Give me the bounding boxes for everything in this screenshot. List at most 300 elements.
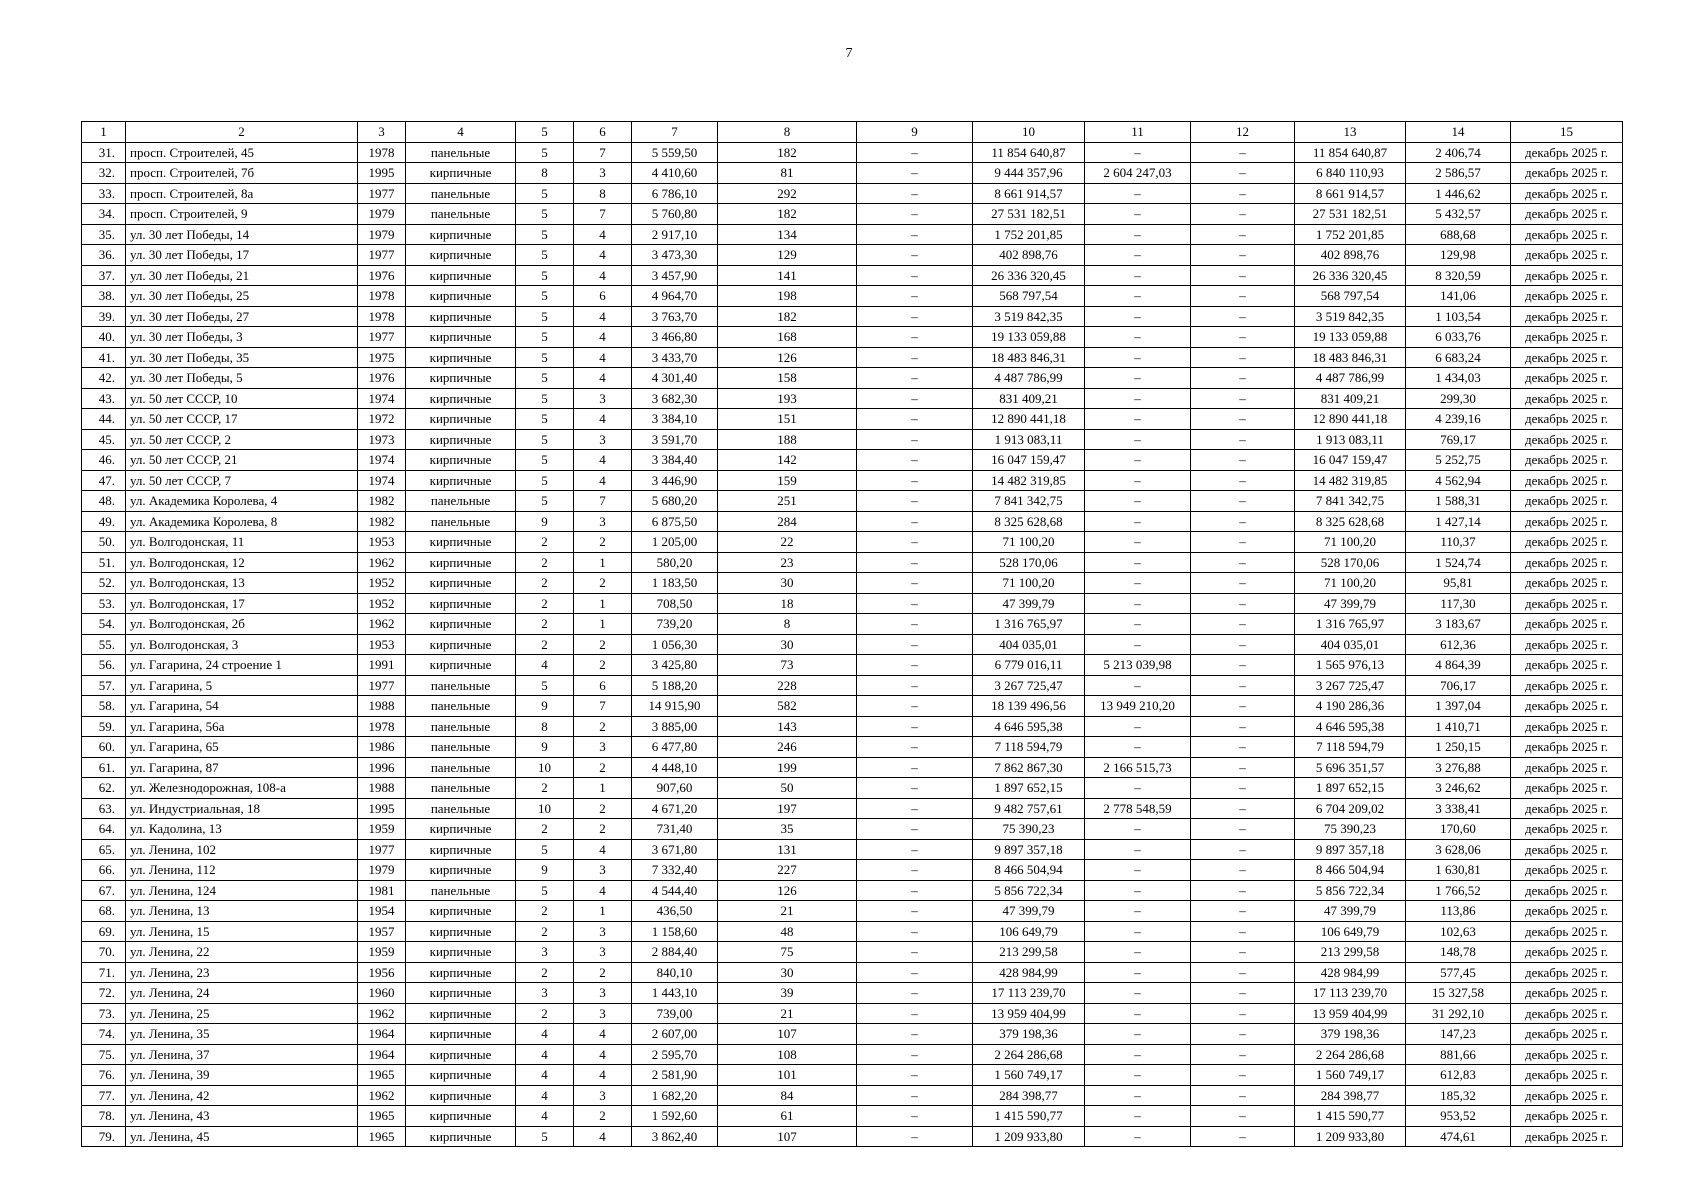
residents-cell: 582 bbox=[718, 696, 857, 717]
cell-12-cell: – bbox=[1191, 983, 1295, 1004]
entrances-cell: 2 bbox=[574, 1106, 632, 1127]
year-built-cell: 1979 bbox=[358, 204, 406, 225]
row-number-cell: 52. bbox=[82, 573, 126, 594]
year-built-cell: 1978 bbox=[358, 142, 406, 163]
entrances-cell: 7 bbox=[574, 696, 632, 717]
total-cost-cell: 71 100,20 bbox=[973, 532, 1085, 553]
net-cost-cell: 1 565 976,13 bbox=[1295, 655, 1406, 676]
wall-material-cell: кирпичные bbox=[406, 860, 516, 881]
residents-cell: 126 bbox=[718, 880, 857, 901]
column-number-header: 13 bbox=[1295, 122, 1406, 143]
floors-cell: 5 bbox=[516, 327, 574, 348]
row-number-cell: 58. bbox=[82, 696, 126, 717]
deadline-cell: декабрь 2025 г. bbox=[1511, 245, 1623, 266]
year-built-cell: 1982 bbox=[358, 491, 406, 512]
cost-per-unit-cell: 95,81 bbox=[1406, 573, 1511, 594]
year-built-cell: 1996 bbox=[358, 757, 406, 778]
deadline-cell: декабрь 2025 г. bbox=[1511, 880, 1623, 901]
residents-cell: 284 bbox=[718, 511, 857, 532]
table-row bbox=[82, 860, 1623, 881]
wall-material-cell: кирпичные bbox=[406, 1126, 516, 1147]
cell-9-cell: – bbox=[857, 1044, 973, 1065]
net-cost-cell: 428 984,99 bbox=[1295, 962, 1406, 983]
total-cost-cell: 3 267 725,47 bbox=[973, 675, 1085, 696]
area-cell: 5 680,20 bbox=[632, 491, 718, 512]
residents-cell: 48 bbox=[718, 921, 857, 942]
deadline-cell: декабрь 2025 г. bbox=[1511, 491, 1623, 512]
net-cost-cell: 4 190 286,36 bbox=[1295, 696, 1406, 717]
cost-per-unit-cell: 1 397,04 bbox=[1406, 696, 1511, 717]
cell-11-cell: – bbox=[1085, 224, 1191, 245]
net-cost-cell: 26 336 320,45 bbox=[1295, 265, 1406, 286]
area-cell: 3 682,30 bbox=[632, 388, 718, 409]
cell-11-cell: – bbox=[1085, 983, 1191, 1004]
entrances-cell: 7 bbox=[574, 491, 632, 512]
year-built-cell: 1975 bbox=[358, 347, 406, 368]
net-cost-cell: 1 316 765,97 bbox=[1295, 614, 1406, 635]
floors-cell: 5 bbox=[516, 204, 574, 225]
area-cell: 3 384,40 bbox=[632, 450, 718, 471]
deadline-cell: декабрь 2025 г. bbox=[1511, 388, 1623, 409]
cost-per-unit-cell: 1 434,03 bbox=[1406, 368, 1511, 389]
cell-11-cell: – bbox=[1085, 593, 1191, 614]
address-cell: ул. 30 лет Победы, 5 bbox=[126, 368, 358, 389]
cell-9-cell: – bbox=[857, 593, 973, 614]
column-number-header: 14 bbox=[1406, 122, 1511, 143]
cell-11-cell: – bbox=[1085, 511, 1191, 532]
address-cell: ул. Академика Королева, 8 bbox=[126, 511, 358, 532]
area-cell: 1 158,60 bbox=[632, 921, 718, 942]
address-cell: ул. Ленина, 42 bbox=[126, 1085, 358, 1106]
residents-cell: 227 bbox=[718, 860, 857, 881]
area-cell: 3 671,80 bbox=[632, 839, 718, 860]
entrances-cell: 2 bbox=[574, 819, 632, 840]
year-built-cell: 1978 bbox=[358, 286, 406, 307]
cell-12-cell: – bbox=[1191, 327, 1295, 348]
table-row bbox=[82, 737, 1623, 758]
address-cell: ул. Волгодонская, 11 bbox=[126, 532, 358, 553]
year-built-cell: 1977 bbox=[358, 675, 406, 696]
entrances-cell: 3 bbox=[574, 921, 632, 942]
year-built-cell: 1956 bbox=[358, 962, 406, 983]
row-number-cell: 47. bbox=[82, 470, 126, 491]
cell-9-cell: – bbox=[857, 737, 973, 758]
cell-12-cell: – bbox=[1191, 737, 1295, 758]
cell-11-cell: – bbox=[1085, 901, 1191, 922]
cell-12-cell: – bbox=[1191, 901, 1295, 922]
deadline-cell: декабрь 2025 г. bbox=[1511, 614, 1623, 635]
residents-cell: 182 bbox=[718, 142, 857, 163]
residents-cell: 134 bbox=[718, 224, 857, 245]
year-built-cell: 1960 bbox=[358, 983, 406, 1004]
cell-11-cell: – bbox=[1085, 1003, 1191, 1024]
cell-11-cell: – bbox=[1085, 716, 1191, 737]
area-cell: 3 446,90 bbox=[632, 470, 718, 491]
cost-per-unit-cell: 170,60 bbox=[1406, 819, 1511, 840]
cell-9-cell: – bbox=[857, 634, 973, 655]
address-cell: ул. 50 лет СССР, 21 bbox=[126, 450, 358, 471]
entrances-cell: 1 bbox=[574, 778, 632, 799]
residents-cell: 39 bbox=[718, 983, 857, 1004]
year-built-cell: 1995 bbox=[358, 163, 406, 184]
cell-11-cell: – bbox=[1085, 1024, 1191, 1045]
column-number-header: 10 bbox=[973, 122, 1085, 143]
year-built-cell: 1964 bbox=[358, 1044, 406, 1065]
cost-per-unit-cell: 1 410,71 bbox=[1406, 716, 1511, 737]
floors-cell: 2 bbox=[516, 552, 574, 573]
wall-material-cell: панельные bbox=[406, 511, 516, 532]
table-row bbox=[82, 921, 1623, 942]
entrances-cell: 4 bbox=[574, 409, 632, 430]
area-cell: 739,00 bbox=[632, 1003, 718, 1024]
table-row bbox=[82, 942, 1623, 963]
cell-11-cell: – bbox=[1085, 737, 1191, 758]
row-number-cell: 33. bbox=[82, 183, 126, 204]
cell-9-cell: – bbox=[857, 675, 973, 696]
entrances-cell: 1 bbox=[574, 552, 632, 573]
entrances-cell: 1 bbox=[574, 901, 632, 922]
entrances-cell: 2 bbox=[574, 798, 632, 819]
deadline-cell: декабрь 2025 г. bbox=[1511, 532, 1623, 553]
cost-per-unit-cell: 3 246,62 bbox=[1406, 778, 1511, 799]
cost-per-unit-cell: 6 033,76 bbox=[1406, 327, 1511, 348]
floors-cell: 9 bbox=[516, 737, 574, 758]
total-cost-cell: 26 336 320,45 bbox=[973, 265, 1085, 286]
table-row bbox=[82, 204, 1623, 225]
net-cost-cell: 284 398,77 bbox=[1295, 1085, 1406, 1106]
entrances-cell: 8 bbox=[574, 183, 632, 204]
row-number-cell: 44. bbox=[82, 409, 126, 430]
total-cost-cell: 17 113 239,70 bbox=[973, 983, 1085, 1004]
address-cell: ул. Гагарина, 24 строение 1 bbox=[126, 655, 358, 676]
cell-12-cell: – bbox=[1191, 552, 1295, 573]
cell-11-cell: 2 778 548,59 bbox=[1085, 798, 1191, 819]
wall-material-cell: кирпичные bbox=[406, 655, 516, 676]
cell-11-cell: – bbox=[1085, 1044, 1191, 1065]
year-built-cell: 1977 bbox=[358, 183, 406, 204]
table-row bbox=[82, 1085, 1623, 1106]
net-cost-cell: 13 959 404,99 bbox=[1295, 1003, 1406, 1024]
cost-per-unit-cell: 3 628,06 bbox=[1406, 839, 1511, 860]
net-cost-cell: 27 531 182,51 bbox=[1295, 204, 1406, 225]
page-number: 7 bbox=[845, 46, 853, 61]
residents-cell: 158 bbox=[718, 368, 857, 389]
net-cost-cell: 47 399,79 bbox=[1295, 901, 1406, 922]
table-row bbox=[82, 1126, 1623, 1147]
row-number-cell: 79. bbox=[82, 1126, 126, 1147]
cost-per-unit-cell: 8 320,59 bbox=[1406, 265, 1511, 286]
table-row bbox=[82, 163, 1623, 184]
floors-cell: 5 bbox=[516, 470, 574, 491]
wall-material-cell: кирпичные bbox=[406, 306, 516, 327]
cell-11-cell: – bbox=[1085, 265, 1191, 286]
residents-cell: 182 bbox=[718, 306, 857, 327]
address-cell: ул. Ленина, 22 bbox=[126, 942, 358, 963]
deadline-cell: декабрь 2025 г. bbox=[1511, 1003, 1623, 1024]
total-cost-cell: 1 316 765,97 bbox=[973, 614, 1085, 635]
floors-cell: 2 bbox=[516, 901, 574, 922]
table-row bbox=[82, 983, 1623, 1004]
table-row bbox=[82, 327, 1623, 348]
cell-9-cell: – bbox=[857, 573, 973, 594]
area-cell: 4 448,10 bbox=[632, 757, 718, 778]
total-cost-cell: 1 560 749,17 bbox=[973, 1065, 1085, 1086]
area-cell: 1 592,60 bbox=[632, 1106, 718, 1127]
residents-cell: 18 bbox=[718, 593, 857, 614]
table-row bbox=[82, 696, 1623, 717]
row-number-cell: 48. bbox=[82, 491, 126, 512]
total-cost-cell: 213 299,58 bbox=[973, 942, 1085, 963]
year-built-cell: 1965 bbox=[358, 1065, 406, 1086]
entrances-cell: 4 bbox=[574, 1126, 632, 1147]
total-cost-cell: 19 133 059,88 bbox=[973, 327, 1085, 348]
cost-per-unit-cell: 4 239,16 bbox=[1406, 409, 1511, 430]
entrances-cell: 4 bbox=[574, 224, 632, 245]
table-row bbox=[82, 450, 1623, 471]
residents-cell: 22 bbox=[718, 532, 857, 553]
net-cost-cell: 1 560 749,17 bbox=[1295, 1065, 1406, 1086]
cost-per-unit-cell: 148,78 bbox=[1406, 942, 1511, 963]
floors-cell: 2 bbox=[516, 962, 574, 983]
cell-12-cell: – bbox=[1191, 757, 1295, 778]
net-cost-cell: 402 898,76 bbox=[1295, 245, 1406, 266]
cell-12-cell: – bbox=[1191, 634, 1295, 655]
table-row bbox=[82, 1044, 1623, 1065]
cell-11-cell: – bbox=[1085, 778, 1191, 799]
net-cost-cell: 106 649,79 bbox=[1295, 921, 1406, 942]
deadline-cell: декабрь 2025 г. bbox=[1511, 593, 1623, 614]
address-cell: ул. 30 лет Победы, 21 bbox=[126, 265, 358, 286]
cell-11-cell: – bbox=[1085, 880, 1191, 901]
area-cell: 3 425,80 bbox=[632, 655, 718, 676]
year-built-cell: 1952 bbox=[358, 593, 406, 614]
cost-per-unit-cell: 117,30 bbox=[1406, 593, 1511, 614]
cell-9-cell: – bbox=[857, 819, 973, 840]
address-cell: ул. Ленина, 102 bbox=[126, 839, 358, 860]
cell-12-cell: – bbox=[1191, 614, 1295, 635]
deadline-cell: декабрь 2025 г. bbox=[1511, 655, 1623, 676]
area-cell: 731,40 bbox=[632, 819, 718, 840]
area-cell: 739,20 bbox=[632, 614, 718, 635]
deadline-cell: декабрь 2025 г. bbox=[1511, 265, 1623, 286]
total-cost-cell: 8 466 504,94 bbox=[973, 860, 1085, 881]
cost-per-unit-cell: 1 250,15 bbox=[1406, 737, 1511, 758]
table-row bbox=[82, 901, 1623, 922]
cost-per-unit-cell: 129,98 bbox=[1406, 245, 1511, 266]
total-cost-cell: 47 399,79 bbox=[973, 901, 1085, 922]
cell-11-cell: – bbox=[1085, 921, 1191, 942]
cell-12-cell: – bbox=[1191, 778, 1295, 799]
residents-cell: 50 bbox=[718, 778, 857, 799]
floors-cell: 5 bbox=[516, 286, 574, 307]
wall-material-cell: кирпичные bbox=[406, 450, 516, 471]
cost-per-unit-cell: 1 446,62 bbox=[1406, 183, 1511, 204]
entrances-cell: 3 bbox=[574, 1003, 632, 1024]
cell-9-cell: – bbox=[857, 901, 973, 922]
address-cell: просп. Строителей, 8а bbox=[126, 183, 358, 204]
cell-11-cell: – bbox=[1085, 819, 1191, 840]
residents-cell: 182 bbox=[718, 204, 857, 225]
net-cost-cell: 19 133 059,88 bbox=[1295, 327, 1406, 348]
cell-12-cell: – bbox=[1191, 450, 1295, 471]
address-cell: ул. Ленина, 15 bbox=[126, 921, 358, 942]
cell-12-cell: – bbox=[1191, 286, 1295, 307]
cell-12-cell: – bbox=[1191, 409, 1295, 430]
residents-cell: 292 bbox=[718, 183, 857, 204]
cell-9-cell: – bbox=[857, 1085, 973, 1106]
cell-11-cell: – bbox=[1085, 573, 1191, 594]
row-number-cell: 59. bbox=[82, 716, 126, 737]
entrances-cell: 2 bbox=[574, 962, 632, 983]
total-cost-cell: 71 100,20 bbox=[973, 573, 1085, 594]
address-cell: ул. Ленина, 25 bbox=[126, 1003, 358, 1024]
area-cell: 2 607,00 bbox=[632, 1024, 718, 1045]
cost-per-unit-cell: 102,63 bbox=[1406, 921, 1511, 942]
area-cell: 4 410,60 bbox=[632, 163, 718, 184]
area-cell: 3 862,40 bbox=[632, 1126, 718, 1147]
deadline-cell: декабрь 2025 г. bbox=[1511, 224, 1623, 245]
cost-per-unit-cell: 1 630,81 bbox=[1406, 860, 1511, 881]
net-cost-cell: 71 100,20 bbox=[1295, 532, 1406, 553]
residents-cell: 23 bbox=[718, 552, 857, 573]
table-row bbox=[82, 388, 1623, 409]
row-number-cell: 64. bbox=[82, 819, 126, 840]
cell-12-cell: – bbox=[1191, 265, 1295, 286]
deadline-cell: декабрь 2025 г. bbox=[1511, 306, 1623, 327]
cell-11-cell: – bbox=[1085, 1126, 1191, 1147]
entrances-cell: 2 bbox=[574, 716, 632, 737]
entrances-cell: 3 bbox=[574, 737, 632, 758]
cost-per-unit-cell: 881,66 bbox=[1406, 1044, 1511, 1065]
address-cell: ул. 30 лет Победы, 14 bbox=[126, 224, 358, 245]
deadline-cell: декабрь 2025 г. bbox=[1511, 942, 1623, 963]
cell-12-cell: – bbox=[1191, 511, 1295, 532]
net-cost-cell: 1 913 083,11 bbox=[1295, 429, 1406, 450]
table-row bbox=[82, 347, 1623, 368]
net-cost-cell: 71 100,20 bbox=[1295, 573, 1406, 594]
deadline-cell: декабрь 2025 г. bbox=[1511, 819, 1623, 840]
address-cell: ул. Ленина, 43 bbox=[126, 1106, 358, 1127]
total-cost-cell: 7 118 594,79 bbox=[973, 737, 1085, 758]
cost-per-unit-cell: 5 252,75 bbox=[1406, 450, 1511, 471]
cell-12-cell: – bbox=[1191, 306, 1295, 327]
address-cell: ул. 30 лет Победы, 27 bbox=[126, 306, 358, 327]
area-cell: 5 188,20 bbox=[632, 675, 718, 696]
wall-material-cell: кирпичные bbox=[406, 901, 516, 922]
cell-11-cell: – bbox=[1085, 552, 1191, 573]
residents-cell: 188 bbox=[718, 429, 857, 450]
year-built-cell: 1976 bbox=[358, 265, 406, 286]
deadline-cell: декабрь 2025 г. bbox=[1511, 778, 1623, 799]
address-cell: ул. Ленина, 45 bbox=[126, 1126, 358, 1147]
net-cost-cell: 16 047 159,47 bbox=[1295, 450, 1406, 471]
entrances-cell: 4 bbox=[574, 470, 632, 491]
address-cell: ул. Ленина, 112 bbox=[126, 860, 358, 881]
cell-9-cell: – bbox=[857, 245, 973, 266]
wall-material-cell: кирпичные bbox=[406, 1106, 516, 1127]
wall-material-cell: кирпичные bbox=[406, 921, 516, 942]
wall-material-cell: панельные bbox=[406, 737, 516, 758]
total-cost-cell: 6 779 016,11 bbox=[973, 655, 1085, 676]
table-row bbox=[82, 655, 1623, 676]
address-cell: ул. 50 лет СССР, 10 bbox=[126, 388, 358, 409]
residents-cell: 151 bbox=[718, 409, 857, 430]
deadline-cell: декабрь 2025 г. bbox=[1511, 1126, 1623, 1147]
address-cell: ул. Ленина, 35 bbox=[126, 1024, 358, 1045]
area-cell: 840,10 bbox=[632, 962, 718, 983]
area-cell: 436,50 bbox=[632, 901, 718, 922]
year-built-cell: 1973 bbox=[358, 429, 406, 450]
cell-9-cell: – bbox=[857, 655, 973, 676]
wall-material-cell: кирпичные bbox=[406, 1044, 516, 1065]
row-number-cell: 51. bbox=[82, 552, 126, 573]
cell-9-cell: – bbox=[857, 388, 973, 409]
year-built-cell: 1977 bbox=[358, 839, 406, 860]
column-number-row bbox=[82, 122, 1623, 143]
cell-12-cell: – bbox=[1191, 962, 1295, 983]
address-cell: ул. 50 лет СССР, 2 bbox=[126, 429, 358, 450]
table-row bbox=[82, 183, 1623, 204]
cell-12-cell: – bbox=[1191, 224, 1295, 245]
entrances-cell: 4 bbox=[574, 347, 632, 368]
wall-material-cell: панельные bbox=[406, 183, 516, 204]
floors-cell: 5 bbox=[516, 675, 574, 696]
address-cell: ул. Ленина, 39 bbox=[126, 1065, 358, 1086]
table-row bbox=[82, 142, 1623, 163]
residents-cell: 126 bbox=[718, 347, 857, 368]
deadline-cell: декабрь 2025 г. bbox=[1511, 286, 1623, 307]
cell-11-cell: – bbox=[1085, 204, 1191, 225]
deadline-cell: декабрь 2025 г. bbox=[1511, 737, 1623, 758]
total-cost-cell: 284 398,77 bbox=[973, 1085, 1085, 1106]
cell-11-cell: – bbox=[1085, 634, 1191, 655]
cost-per-unit-cell: 113,86 bbox=[1406, 901, 1511, 922]
cell-9-cell: – bbox=[857, 716, 973, 737]
table-row bbox=[82, 593, 1623, 614]
floors-cell: 2 bbox=[516, 778, 574, 799]
year-built-cell: 1986 bbox=[358, 737, 406, 758]
residents-cell: 35 bbox=[718, 819, 857, 840]
cell-11-cell: – bbox=[1085, 347, 1191, 368]
row-number-cell: 61. bbox=[82, 757, 126, 778]
column-number-header: 2 bbox=[126, 122, 358, 143]
total-cost-cell: 402 898,76 bbox=[973, 245, 1085, 266]
entrances-cell: 4 bbox=[574, 839, 632, 860]
row-number-cell: 40. bbox=[82, 327, 126, 348]
residents-cell: 228 bbox=[718, 675, 857, 696]
cell-11-cell: – bbox=[1085, 286, 1191, 307]
cell-11-cell: – bbox=[1085, 245, 1191, 266]
area-cell: 4 544,40 bbox=[632, 880, 718, 901]
total-cost-cell: 1 913 083,11 bbox=[973, 429, 1085, 450]
net-cost-cell: 404 035,01 bbox=[1295, 634, 1406, 655]
cell-9-cell: – bbox=[857, 327, 973, 348]
wall-material-cell: кирпичные bbox=[406, 347, 516, 368]
row-number-cell: 70. bbox=[82, 942, 126, 963]
column-number-header: 7 bbox=[632, 122, 718, 143]
total-cost-cell: 13 959 404,99 bbox=[973, 1003, 1085, 1024]
total-cost-cell: 2 264 286,68 bbox=[973, 1044, 1085, 1065]
area-cell: 3 466,80 bbox=[632, 327, 718, 348]
cost-per-unit-cell: 141,06 bbox=[1406, 286, 1511, 307]
year-built-cell: 1981 bbox=[358, 880, 406, 901]
table-row bbox=[82, 552, 1623, 573]
cell-11-cell: – bbox=[1085, 942, 1191, 963]
cell-12-cell: – bbox=[1191, 942, 1295, 963]
net-cost-cell: 9 897 357,18 bbox=[1295, 839, 1406, 860]
deadline-cell: декабрь 2025 г. bbox=[1511, 798, 1623, 819]
floors-cell: 5 bbox=[516, 224, 574, 245]
